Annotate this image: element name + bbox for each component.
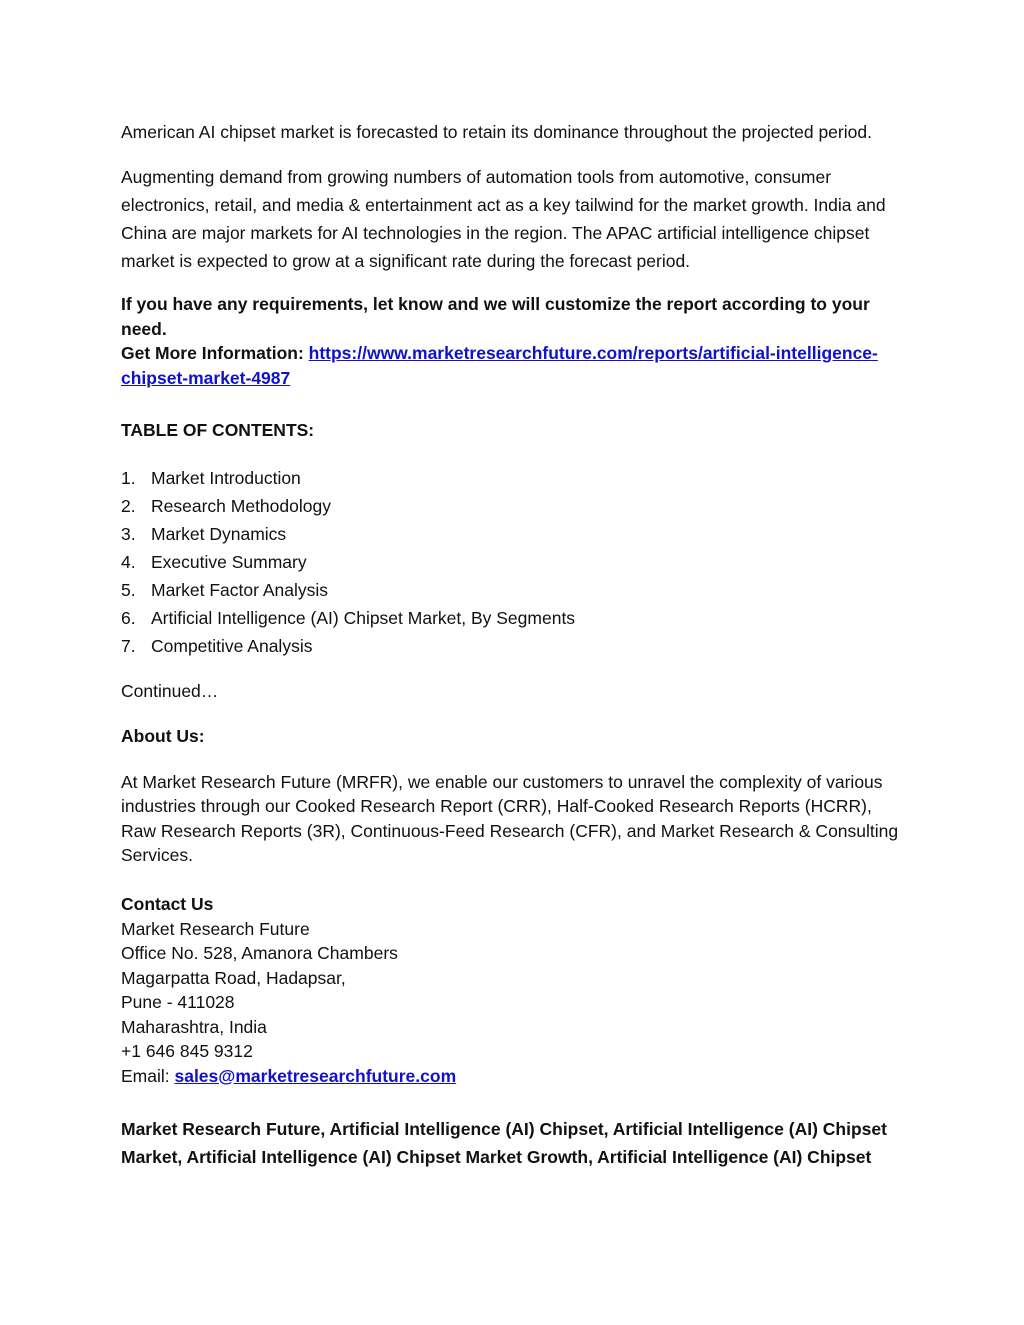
contact-company: Market Research Future <box>121 918 310 939</box>
toc-item-number: 5. <box>121 579 136 600</box>
toc-item-label: Artificial Intelligence (AI) Chipset Market, By Segments <box>151 607 576 628</box>
toc-item-number: 4. <box>121 551 136 572</box>
toc-item <box>121 464 901 492</box>
keywords-paragraph: Market Research Future, Artificial Intelligence (AI) Chipset, Artificial Intelligence (AI) Chipset Market, Artificial Intelligence (AI) Chipset Market Growth, Artificial Intelligence (AI) Chipset <box>121 1119 887 1167</box>
contact-state: Maharashtra, India <box>121 1016 267 1037</box>
contact-city: Pune - 411028 <box>121 992 235 1012</box>
contact-road: Magarpatta Road, Hadapsar, <box>121 967 346 988</box>
contact-block <box>121 892 901 1088</box>
toc-item <box>121 604 901 632</box>
toc-item-number: 6. <box>121 607 136 628</box>
intro-paragraph-2: Augmenting demand from growing numbers of automation tools from automotive, consumer electronics, retail, and media & entertainment act as a key tailwind for the market growth. India and China are major markets for AI technologies in the region. The APAC artificial intelligence chipset market is expected to grow at a significant rate during the forecast period. <box>121 167 886 271</box>
toc-list <box>121 464 901 660</box>
contact-phone: +1 646 845 9312 <box>121 1041 253 1061</box>
toc-item-number: 2. <box>121 495 136 516</box>
toc-continued: Continued… <box>121 680 219 701</box>
toc-item-number: 7. <box>121 635 136 656</box>
toc-item-label: Market Factor Analysis <box>151 579 328 600</box>
toc-item <box>121 492 901 520</box>
customize-request: If you have any requirements, let know and we will customize the report according to your need. <box>121 294 870 339</box>
toc-item-number: 3. <box>121 523 136 544</box>
document-page <box>121 118 901 1171</box>
contact-email-link[interactable]: sales@marketresearchfuture.com <box>174 1065 457 1086</box>
toc-item <box>121 520 901 548</box>
toc-item <box>121 576 901 604</box>
toc-item-label: Executive Summary <box>151 551 307 572</box>
about-heading: About Us: <box>121 725 205 746</box>
toc-heading: TABLE OF CONTENTS: <box>121 420 315 440</box>
intro-paragraph-1: American AI chipset market is forecasted to retain its dominance throughout the projected period. <box>121 122 872 142</box>
toc-item-number: 1. <box>121 467 136 488</box>
more-info-label: Get More Information: <box>121 343 309 363</box>
toc-item <box>121 548 901 576</box>
contact-office: Office No. 528, Amanora Chambers <box>121 943 398 963</box>
contact-email-line <box>121 1064 901 1089</box>
toc-item-label: Market Introduction <box>151 467 301 488</box>
contact-email-label: Email: <box>121 1065 175 1086</box>
toc-item-label: Research Methodology <box>151 495 331 516</box>
toc-item-label: Market Dynamics <box>151 523 287 544</box>
toc-item <box>121 632 901 660</box>
more-info-line <box>121 341 901 390</box>
toc-item-label: Competitive Analysis <box>151 635 313 656</box>
contact-heading: Contact Us <box>121 894 214 914</box>
report-link[interactable]: https://www.marketresearchfuture.com/reports/artificial-intelligence-chipset-market-4987 <box>121 343 878 388</box>
about-text: At Market Research Future (MRFR), we enable our customers to unravel the complexity of various industries through our Cooked Research Report (CRR), Half-Cooked Research Reports (HCRR), Raw Research Reports (3R), Continuous-Feed Research (CFR), and Market Research & Consulting Services. <box>121 771 899 865</box>
